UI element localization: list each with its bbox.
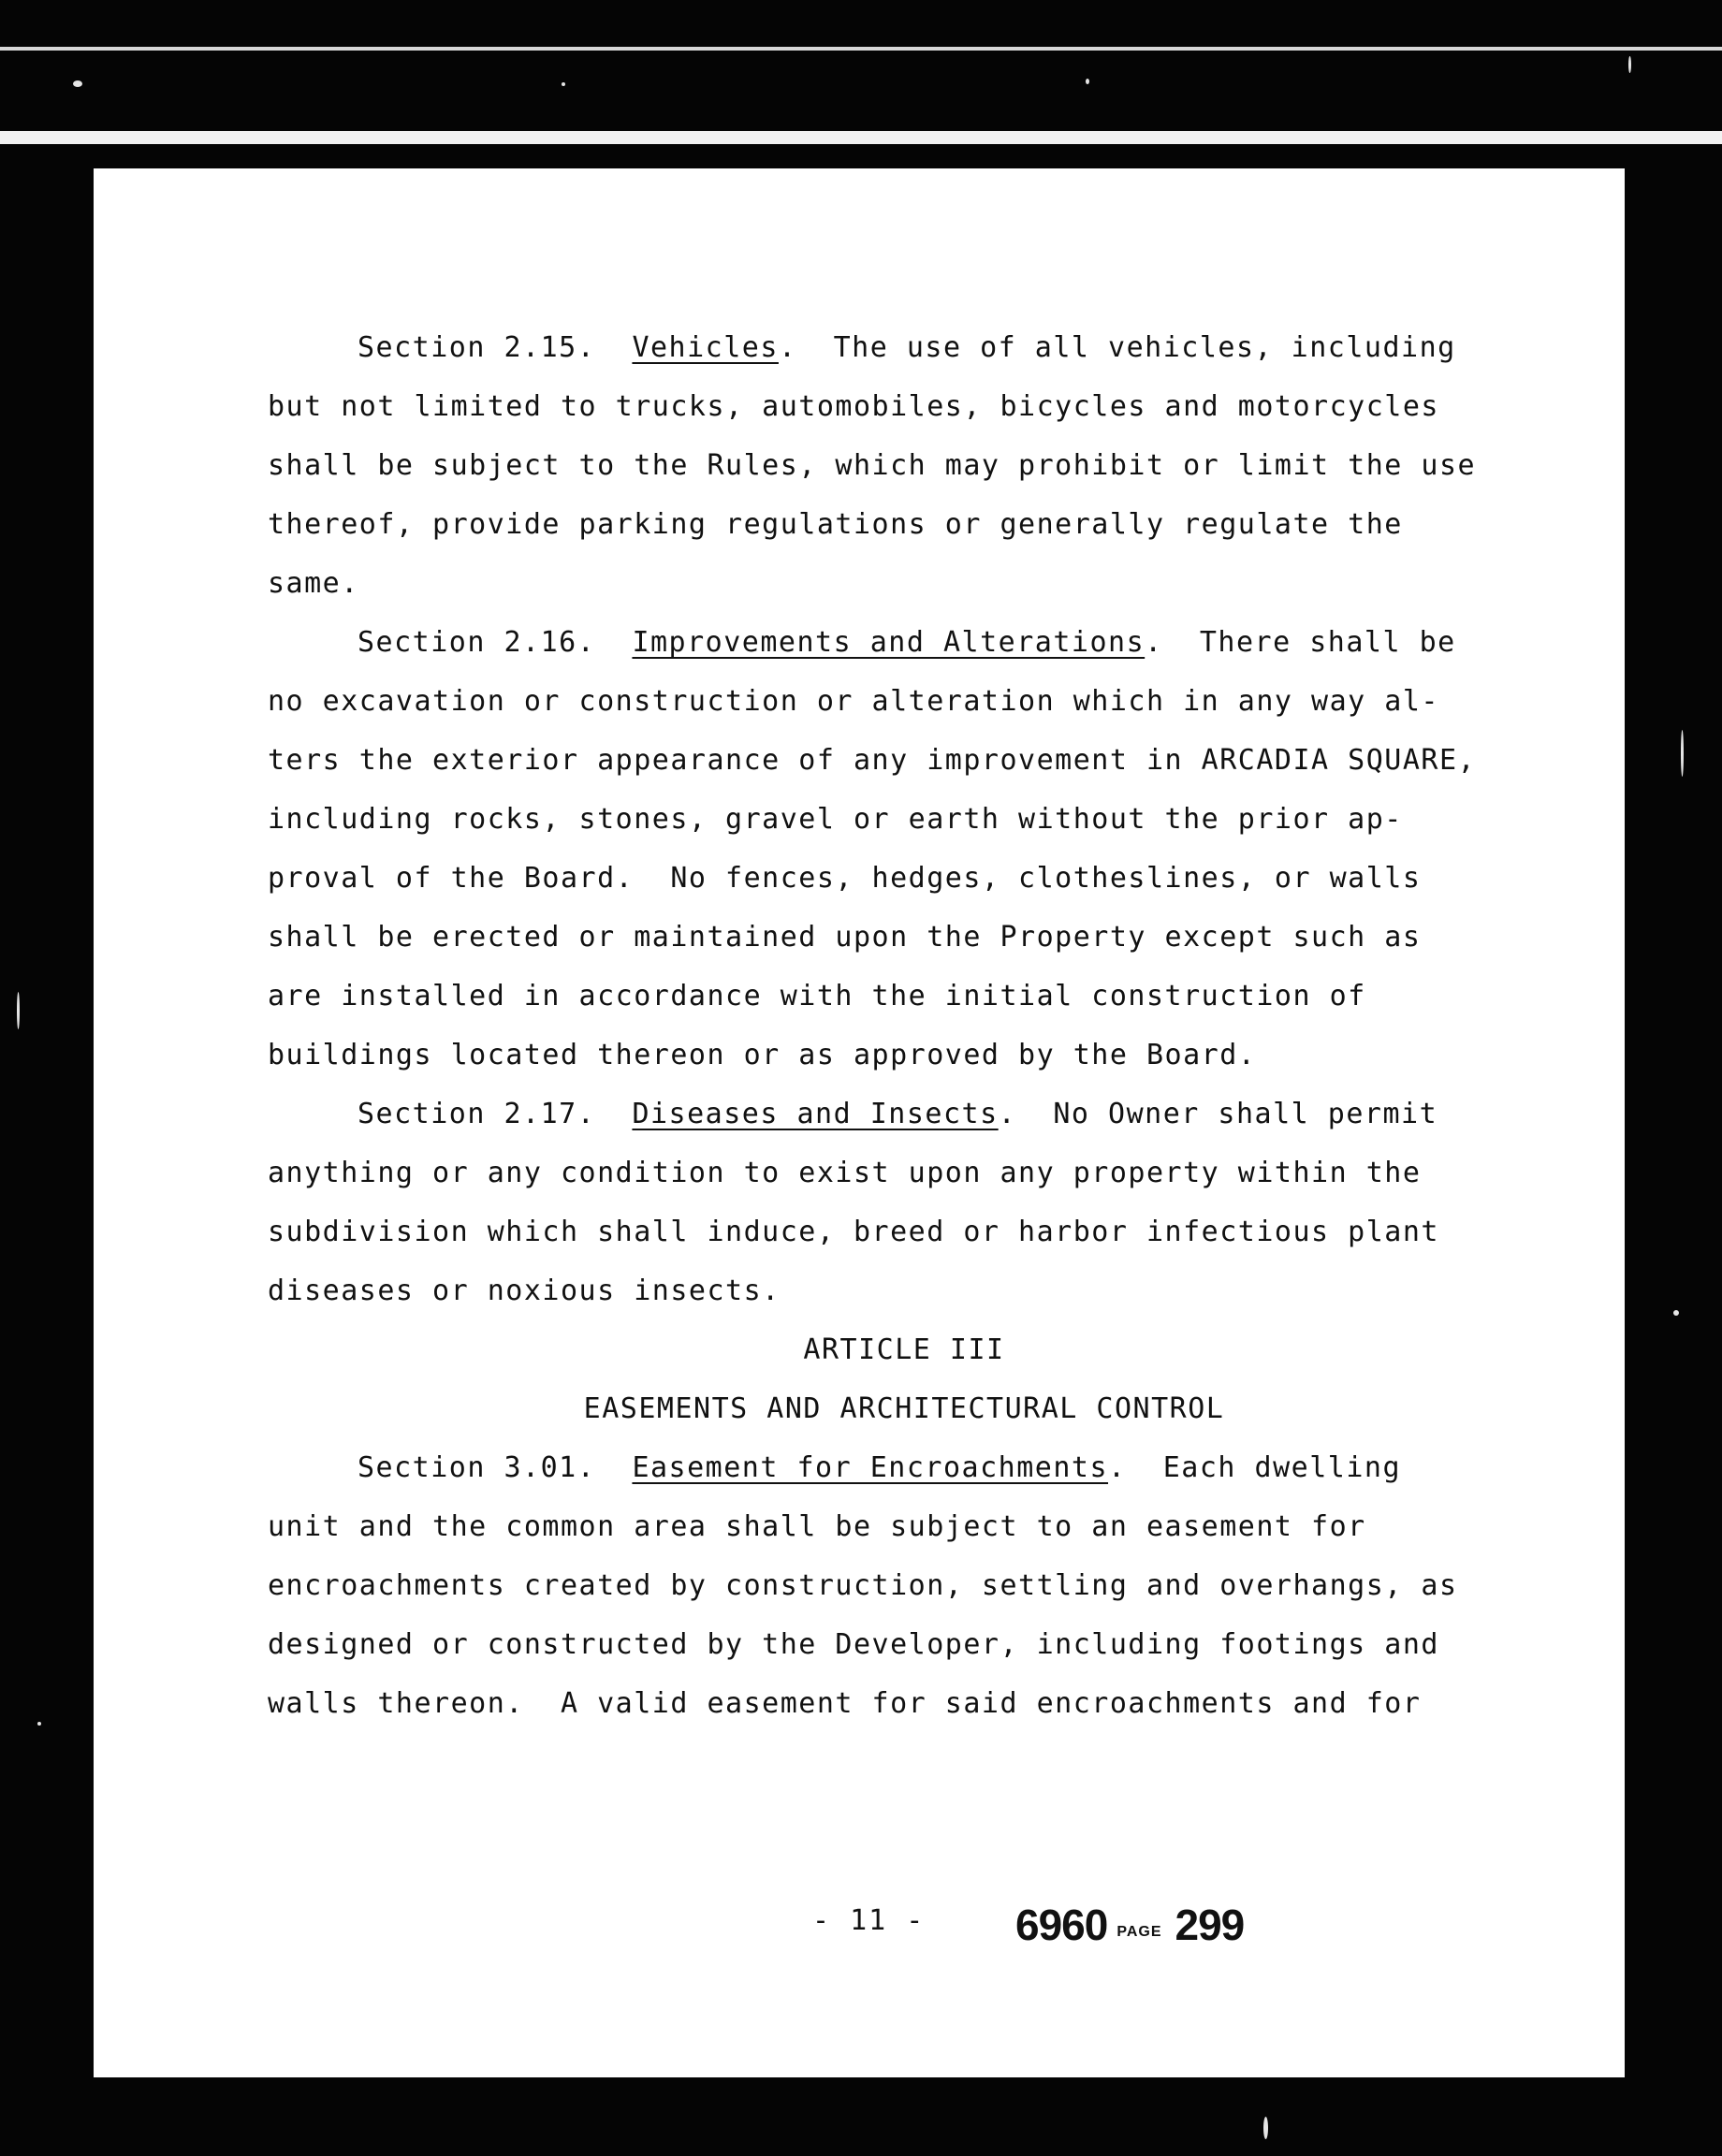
scan-speck bbox=[1628, 56, 1631, 73]
scan-speck bbox=[562, 82, 565, 86]
section-text: . There shall be bbox=[1145, 626, 1456, 659]
book-number: 6960 bbox=[1015, 1901, 1108, 1949]
scan-speck bbox=[73, 80, 82, 87]
section-text: . The use of all vehicles, including bbox=[778, 331, 1456, 364]
section-title: Diseases and Insects bbox=[632, 1098, 999, 1130]
article-title: EASEMENTS AND ARCHITECTURAL CONTROL bbox=[583, 1392, 1225, 1425]
scan-speck bbox=[1681, 730, 1684, 777]
scan-speck bbox=[1086, 79, 1089, 84]
document-body bbox=[268, 318, 1540, 1733]
section-text-line: unit and the common area shall be subject to an easement for bbox=[268, 1510, 1366, 1543]
section-text-line: shall be subject to the Rules, which may prohibit or limit the use bbox=[268, 449, 1477, 482]
section-text-line: anything or any condition to exist upon any property within the bbox=[268, 1157, 1422, 1189]
section-first-line bbox=[268, 1438, 1540, 1497]
section-text-line: no excavation or construction or alteration which in any way al- bbox=[268, 685, 1439, 718]
scan-speck bbox=[37, 1722, 41, 1726]
document-page bbox=[94, 168, 1625, 2077]
article-heading: ARTICLE III bbox=[803, 1333, 1005, 1366]
section-text-line: encroachments created by construction, settling and overhangs, as bbox=[268, 1569, 1458, 1602]
section-3-01 bbox=[268, 1438, 1540, 1733]
section-first-line bbox=[268, 318, 1540, 377]
section-2-17 bbox=[268, 1085, 1540, 1320]
page-number: - 11 - bbox=[812, 1904, 926, 1937]
section-text-line: designed or constructed by the Developer, including footings and bbox=[268, 1628, 1439, 1661]
section-text-line: proval of the Board. No fences, hedges, clotheslines, or walls bbox=[268, 862, 1422, 895]
section-label: Section 2.15. bbox=[358, 331, 596, 364]
section-text-line: same. bbox=[268, 567, 359, 600]
section-text: . No Owner shall permit bbox=[998, 1098, 1438, 1130]
recording-stamp bbox=[1015, 1900, 1244, 1950]
section-2-15 bbox=[268, 318, 1540, 613]
scan-edge-line bbox=[0, 47, 1722, 51]
section-title: Improvements and Alterations bbox=[632, 626, 1146, 659]
book-page-word: PAGE bbox=[1116, 1924, 1162, 1940]
scan-edge-band bbox=[0, 131, 1722, 144]
section-text-line: are installed in accordance with the initial construction of bbox=[268, 980, 1366, 1012]
section-text-line: but not limited to trucks, automobiles, bicycles and motorcycles bbox=[268, 390, 1439, 423]
section-text-line: subdivision which shall induce, breed or harbor infectious plant bbox=[268, 1216, 1439, 1248]
scan-speck bbox=[17, 992, 20, 1029]
section-text-line: ters the exterior appearance of any improvement in ARCADIA SQUARE, bbox=[268, 744, 1477, 777]
section-title: Easement for Encroachments bbox=[632, 1451, 1109, 1484]
section-first-line bbox=[268, 1085, 1540, 1144]
section-label: Section 2.16. bbox=[358, 626, 596, 659]
section-text-line: shall be erected or maintained upon the Property except such as bbox=[268, 921, 1422, 954]
section-text-line: buildings located thereon or as approved by the Board. bbox=[268, 1039, 1257, 1071]
section-label: Section 3.01. bbox=[358, 1451, 596, 1484]
recorded-page-number: 299 bbox=[1175, 1901, 1245, 1949]
section-title: Vehicles bbox=[632, 331, 779, 364]
section-text: . Each dwelling bbox=[1108, 1451, 1402, 1484]
section-text-line: diseases or noxious insects. bbox=[268, 1275, 781, 1307]
section-2-16 bbox=[268, 613, 1540, 1085]
section-first-line bbox=[268, 613, 1540, 672]
scan-speck bbox=[1673, 1310, 1679, 1316]
section-text-line: including rocks, stones, gravel or earth without the prior ap- bbox=[268, 803, 1403, 836]
section-text-line: walls thereon. A valid easement for said encroachments and for bbox=[268, 1687, 1422, 1720]
section-text-line: thereof, provide parking regulations or generally regulate the bbox=[268, 508, 1403, 541]
scan-speck bbox=[1263, 2117, 1268, 2139]
section-label: Section 2.17. bbox=[358, 1098, 596, 1130]
